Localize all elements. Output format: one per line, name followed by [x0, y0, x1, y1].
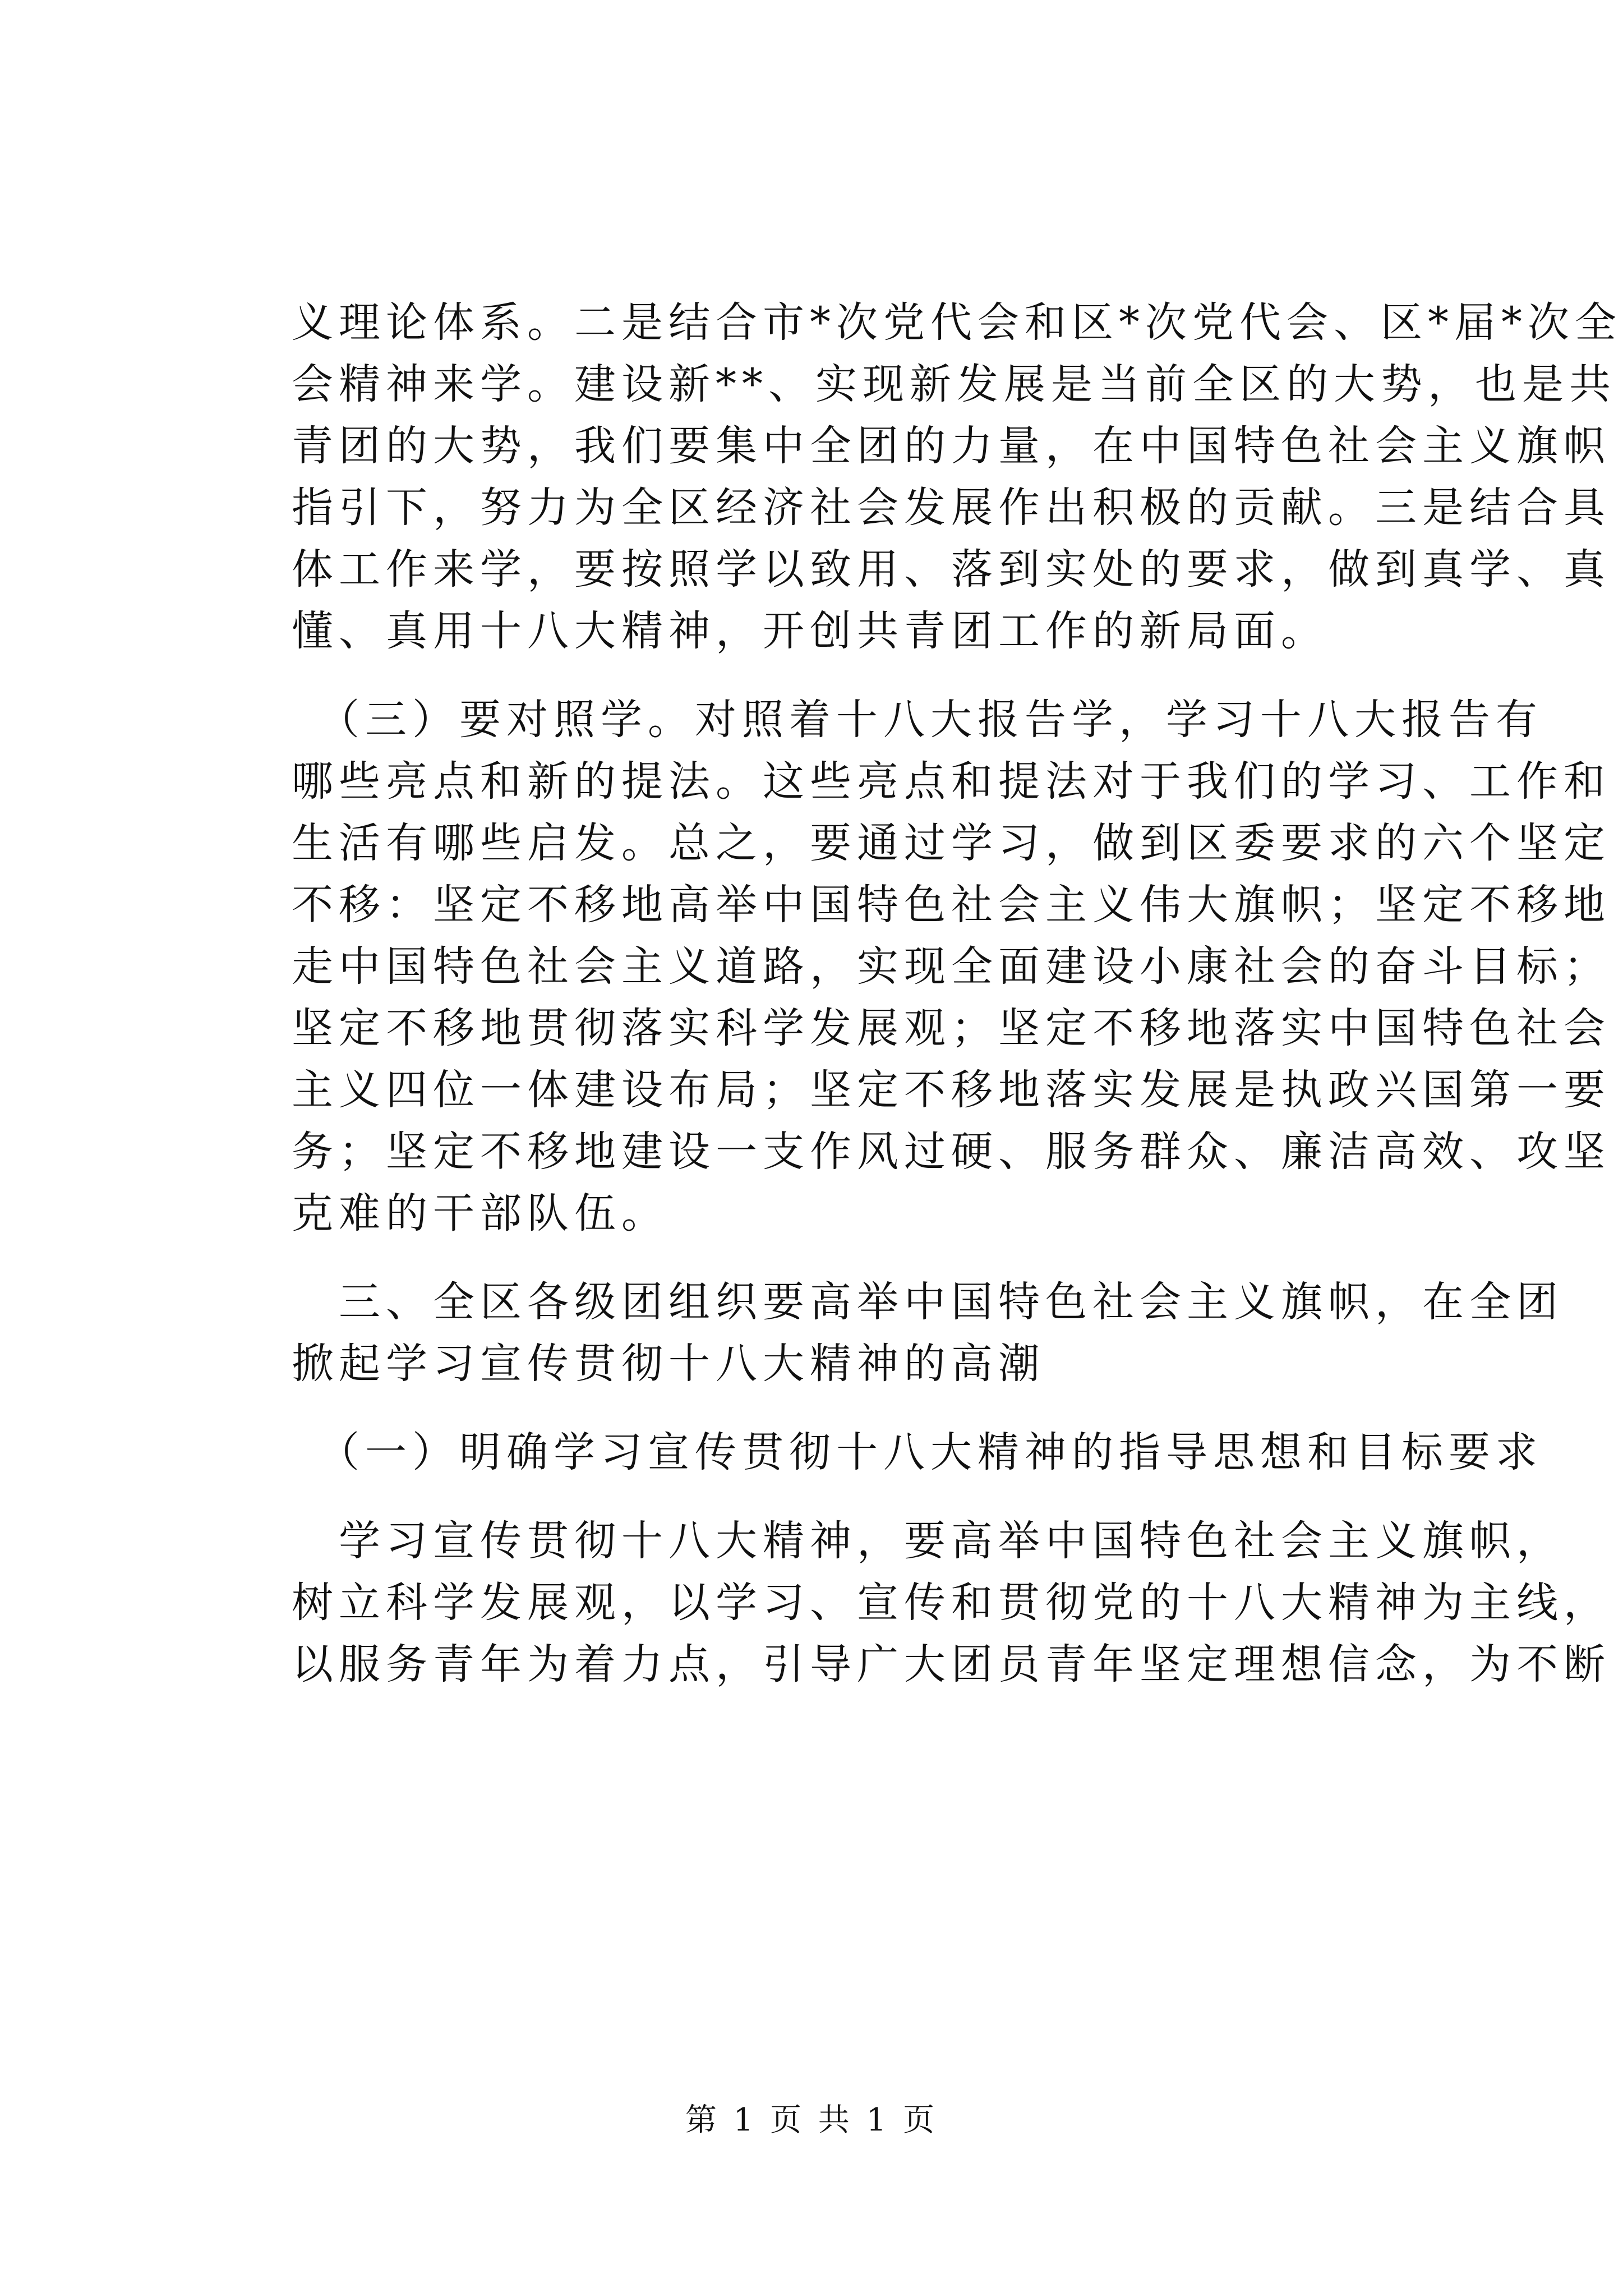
paragraph-3 [292, 1510, 1611, 1695]
text-line: 会精神来学。建设新**、实现新发展是当前全区的大势，也是共 [292, 360, 1616, 408]
text-line: 坚定不移地贯彻落实科学发展观；坚定不移地落实中国特色社会 [292, 1004, 1611, 1052]
text-line: 三、全区各级团组织要高举中国特色社会主义旗帜，在全团 [292, 1278, 1564, 1326]
text-line: 体工作来学，要按照学以致用、落到实处的要求，做到真学、真 [292, 545, 1611, 593]
document-body [292, 292, 1622, 1695]
text-line: 生活有哪些启发。总之，要通过学习，做到区委要求的六个坚定 [292, 819, 1611, 867]
text-line: 懂、真用十八大精神，开创共青团工作的新局面。 [292, 607, 1328, 655]
section-heading [292, 1271, 1564, 1395]
text-line: （三）要对照学。对照着十八大报告学，学习十八大报告有 [292, 696, 1543, 744]
text-line: 掀起学习宣传贯彻十八大精神的高潮 [292, 1340, 1045, 1388]
text-line: （一）明确学习宣传贯彻十八大精神的指导思想和目标要求 [292, 1428, 1543, 1476]
text-line: 不移：坚定不移地高举中国特色社会主义伟大旗帜；坚定不移地 [292, 881, 1611, 929]
text-line: 哪些亮点和新的提法。这些亮点和提法对于我们的学习、工作和 [292, 757, 1611, 806]
page-number-footer: 第 1 页 共 1 页 [685, 2102, 938, 2138]
text-line: 以服务青年为着力点，引导广大团员青年坚定理想信念，为不断 [292, 1640, 1611, 1688]
paragraph-1 [292, 292, 1622, 662]
text-line: 学习宣传贯彻十八大精神，要高举中国特色社会主义旗帜， [292, 1517, 1564, 1565]
text-line: 主义四位一体建设布局；坚定不移地落实发展是执政兴国第一要 [292, 1066, 1611, 1114]
subsection-heading [292, 1421, 1543, 1483]
text-line: 指引下，努力为全区经济社会发展作出积极的贡献。三是结合具 [292, 484, 1611, 532]
text-line: 树立科学发展观，以学习、宣传和贯彻党的十八大精神为主线， [292, 1579, 1611, 1627]
text-line: 走中国特色社会主义道路，实现全面建设小康社会的奋斗目标； [292, 942, 1611, 991]
text-line: 义理论体系。二是结合市*次党代会和区*次党代会、区*届*次全 [292, 298, 1622, 347]
text-line: 务；坚定不移地建设一支作风过硬、服务群众、廉洁高效、攻坚 [292, 1128, 1611, 1176]
paragraph-2 [292, 689, 1611, 1244]
text-line: 克难的干部队伍。 [292, 1189, 668, 1237]
text-line: 青团的大势，我们要集中全团的力量，在中国特色社会主义旗帜 [292, 422, 1611, 470]
